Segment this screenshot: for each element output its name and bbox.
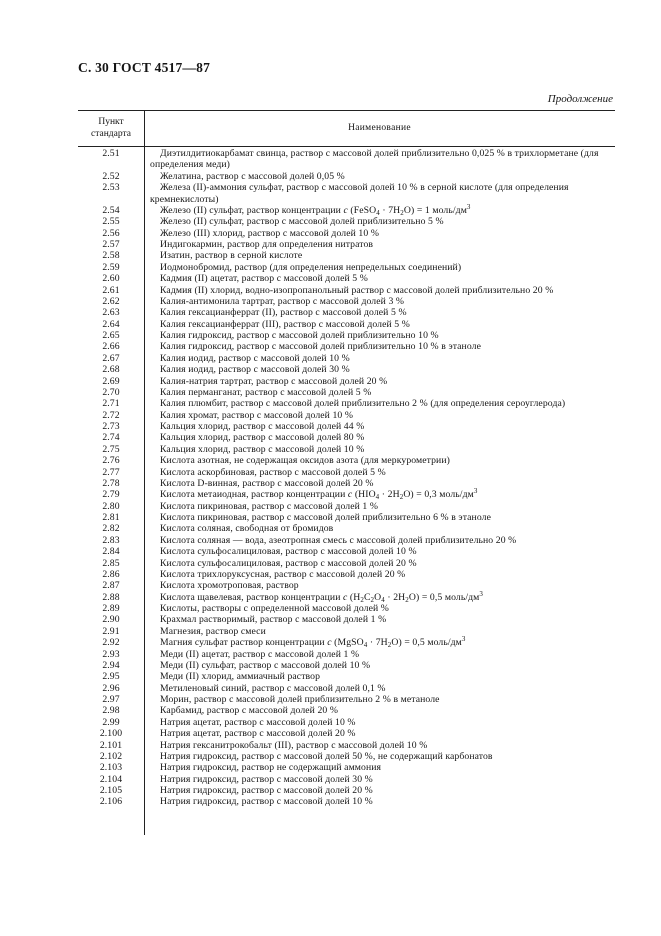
table-row — [78, 694, 615, 705]
item-name: Кислоты, растворы с определенной массовой долей % — [160, 603, 389, 614]
item-number: 2.66 — [102, 341, 120, 353]
item-name: Калия гексацианферрат (III), раствор с массовой долей 5 % — [160, 318, 410, 330]
item-name: Калия гидроксид, раствор с массовой долей приблизительно 10 % — [160, 330, 439, 341]
item-name: Калия плюмбит, раствор с массовой долей приблизительно 2 % (для определения сероуглерода) — [160, 398, 566, 410]
item-name: Натрия ацетат, раствор с массовой долей 10 % — [160, 716, 356, 728]
item-name: Калия гидроксид, раствор с массовой долей приблизительно 10 % в этаноле — [160, 341, 481, 353]
item-number: 2.104 — [99, 773, 123, 785]
table-row — [78, 580, 615, 591]
table-row — [78, 501, 615, 512]
item-name: Меди (II) ацетат, раствор с массовой долей 1 % — [160, 648, 360, 660]
item-name: Железа (II)-аммония сульфат, раствор с массовой долей 10 % в серной кислоте (для определения кремнекислоты) — [150, 182, 569, 205]
table-row — [78, 683, 615, 694]
table-row — [78, 523, 615, 534]
table-row — [78, 589, 615, 604]
table-row — [78, 558, 615, 569]
item-number: 2.81 — [102, 512, 120, 523]
item-number: 2.84 — [102, 546, 120, 558]
table-row — [78, 649, 615, 660]
item-name: Кислота D-винная, раствор с массовой долей 20 % — [160, 477, 374, 489]
item-name: Калия перманганат, раствор с массовой долей 5 % — [160, 386, 372, 398]
item-number: 2.83 — [102, 534, 120, 546]
table-row — [78, 455, 615, 466]
item-name: Кислота трихлоруксусная, раствор с массовой долей 20 % — [160, 568, 406, 580]
item-number: 2.63 — [102, 307, 120, 319]
table-row — [78, 751, 615, 762]
item-name: Натрия гидроксид, раствор не содержащий аммония — [160, 762, 382, 774]
table-row — [78, 637, 615, 648]
item-name: Диэтилдитиокарбамат свинца, раствор с массовой долей приблизительно 0,025 % в трихлорметане (для определения меди) — [150, 148, 599, 171]
table-row — [78, 546, 615, 557]
item-name: Натрия гидроксид, раствор с массовой долей 50 %, не содержащий карбонатов — [160, 750, 493, 762]
table-row — [78, 398, 615, 409]
table-row — [78, 728, 615, 739]
item-name: Кислота хромотроповая, раствор — [160, 580, 299, 592]
column-header-number-label: Пункт стандарта — [91, 117, 131, 139]
item-number: 2.60 — [102, 273, 120, 285]
item-number: 2.53 — [102, 182, 120, 194]
item-name: Натрия гидроксид, раствор с массовой долей 20 % — [160, 785, 373, 796]
item-name: Карбамид, раствор с массовой долей 20 % — [160, 705, 339, 717]
item-name: Натрия гидроксид, раствор с массовой долей 30 % — [160, 773, 373, 785]
item-number: 2.101 — [99, 739, 123, 751]
item-name: Желатина, раствор с массовой долей 0,05 % — [160, 170, 345, 182]
item-number: 2.68 — [102, 364, 120, 376]
table-row — [78, 171, 615, 182]
item-number: 2.87 — [102, 580, 120, 592]
item-number: 2.65 — [102, 330, 120, 341]
item-number: 2.91 — [102, 625, 120, 637]
item-name: Метиленовый синий, раствор с массовой долей 0,1 % — [160, 682, 386, 694]
item-number: 2.61 — [102, 284, 120, 296]
table-row — [78, 307, 615, 318]
table-row — [78, 535, 615, 546]
table-row — [78, 376, 615, 387]
table-row — [78, 444, 615, 455]
item-number: 2.67 — [102, 352, 120, 364]
table-row — [78, 216, 615, 227]
table-row — [78, 569, 615, 580]
table-row — [78, 353, 615, 364]
continuation-label: Продолжение — [547, 93, 613, 105]
page-header: С. 30 ГОСТ 4517—87 — [78, 60, 211, 75]
item-number: 2.58 — [102, 250, 120, 262]
table-row — [78, 410, 615, 421]
table-row — [78, 182, 615, 205]
table-row — [78, 740, 615, 751]
item-number: 2.73 — [102, 421, 120, 432]
item-number: 2.62 — [102, 295, 120, 307]
table-row — [78, 341, 615, 352]
table-row — [78, 387, 615, 398]
table-row — [78, 228, 615, 239]
table-top-rule — [78, 110, 615, 111]
table-row — [78, 717, 615, 728]
item-name: Крахмал растворимый, раствор с массовой долей 1 % — [160, 614, 387, 626]
item-number: 2.98 — [102, 705, 120, 717]
item-name: Кислота азотная, не содержащая оксидов азота (для меркурометрии) — [160, 455, 450, 467]
column-header-number — [78, 116, 144, 140]
table-row — [78, 273, 615, 284]
table-row — [78, 671, 615, 682]
item-number: 2.54 — [102, 204, 120, 216]
table-row — [78, 202, 615, 217]
item-number: 2.56 — [102, 227, 120, 239]
item-number: 2.93 — [102, 648, 120, 660]
item-number: 2.99 — [102, 716, 120, 728]
item-name: Кислота сульфосалициловая, раствор с массовой долей 10 % — [160, 546, 417, 558]
item-number: 2.74 — [102, 432, 120, 444]
item-name: Кадмия (II) хлорид, водно-изопропанольный раствор с массовой долей приблизительно 20 % — [160, 284, 554, 296]
item-name: Изатин, раствор в серной кислоте — [160, 250, 303, 262]
table-row — [78, 705, 615, 716]
item-name: Меди (II) хлорид, аммиачный раствор — [160, 671, 321, 683]
item-name: Кислота пикриновая, раствор с массовой долей 1 % — [160, 500, 379, 512]
item-number: 2.92 — [102, 637, 120, 649]
table-row — [78, 614, 615, 625]
item-name: Магния сульфат раствор концентрации c (MgSO$_4$ · $7H_2O) = 0,5$ моль/$дм^3$ — [160, 635, 466, 650]
item-name: Кадмия (II) ацетат, раствор с массовой долей 5 % — [160, 273, 368, 285]
item-number: 2.102 — [99, 750, 123, 762]
item-number: 2.70 — [102, 386, 120, 398]
table-row — [78, 250, 615, 261]
item-name: Кальция хлорид, раствор с массовой долей 10 % — [160, 443, 365, 455]
table-row — [78, 796, 615, 807]
item-name: Индигокармин, раствор для определения нитратов — [160, 239, 374, 250]
item-number: 2.97 — [102, 694, 120, 705]
item-number: 2.89 — [102, 603, 120, 614]
item-name: Магнезия, раствор смеси — [160, 625, 266, 637]
item-name: Калия иодид, раствор с массовой долей 30 % — [160, 364, 350, 376]
table-row — [78, 512, 615, 523]
table-body — [78, 148, 615, 808]
item-number: 2.103 — [99, 762, 123, 774]
item-number: 2.82 — [102, 523, 120, 535]
table-row — [78, 626, 615, 637]
item-name: Кислота метаиодная, раствор концентрации c $(HIO_4 \cdot 2H_2O) = 0,3$ моль/$дм^3$ — [160, 487, 478, 502]
table-row — [78, 239, 615, 250]
item-number: 2.88 — [102, 591, 120, 603]
item-name: Иодмонобромид, раствор (для определения непредельных соединений) — [160, 261, 462, 273]
item-number: 2.105 — [99, 785, 123, 796]
item-number: 2.79 — [102, 489, 120, 501]
item-number: 2.69 — [102, 375, 120, 387]
table-row — [78, 478, 615, 489]
item-name: Кислота соляная, свободная от бромидов — [160, 523, 334, 535]
table-row — [78, 148, 615, 171]
item-name: Калия иодид, раствор с массовой долей 10 % — [160, 352, 350, 364]
item-number: 2.106 — [99, 796, 123, 808]
item-number: 2.57 — [102, 239, 120, 250]
table-row — [78, 762, 615, 773]
column-header-name: Наименование — [348, 123, 411, 133]
item-name: Кислота щавелевая, раствор концентрации c $(H_2C_2O_4 \cdot 2H_2O) = 0,5$ моль/$дм^3$ — [160, 589, 484, 604]
item-name: Кальция хлорид, раствор с массовой долей 80 % — [160, 432, 365, 444]
item-name: Натрия гексанитрокобальт (III), раствор с массовой долей 10 % — [160, 739, 428, 751]
item-name: Морин, раствор с массовой долей приблизительно 2 % в метаноле — [160, 694, 440, 705]
item-name: Кислота аскорбиновая, раствор с массовой долей 5 % — [160, 466, 386, 478]
item-number: 2.80 — [102, 500, 120, 512]
item-name: Натрия ацетат, раствор с массовой долей 20 % — [160, 728, 356, 740]
item-number: 2.75 — [102, 443, 120, 455]
table-row — [78, 296, 615, 307]
item-name: Железо (II) сульфат, раствор концентрации c (FeSO$_4$ · $7H_2O) = 1$ моль/$дм^3$ — [160, 202, 471, 217]
item-number: 2.100 — [99, 728, 123, 740]
item-number: 2.51 — [102, 148, 120, 159]
item-number: 2.77 — [102, 466, 120, 478]
item-number: 2.90 — [102, 614, 120, 626]
table-row — [78, 489, 615, 500]
item-number: 2.95 — [102, 671, 120, 683]
item-number: 2.96 — [102, 682, 120, 694]
item-name: Кислота соляная — вода, азеотропная смесь с массовой долей приблизительно 20 % — [160, 534, 517, 546]
item-number: 2.55 — [102, 216, 120, 228]
table-row — [78, 421, 615, 432]
table-row — [78, 285, 615, 296]
table-row — [78, 660, 615, 671]
table-row — [78, 785, 615, 796]
item-name: Кислота сульфосалициловая, раствор с массовой долей 20 % — [160, 557, 417, 569]
item-name: Натрия гидроксид, раствор с массовой долей 10 % — [160, 796, 373, 808]
table-header-rule — [78, 146, 615, 147]
item-number: 2.76 — [102, 455, 120, 467]
item-name: Калия-антимонила тартрат, раствор с массовой долей 3 % — [160, 295, 405, 307]
item-name: Калия хромат, раствор с массовой долей 10 % — [160, 409, 354, 421]
item-number: 2.64 — [102, 318, 120, 330]
item-name: Меди (II) сульфат, раствор с массовой долей 10 % — [160, 659, 371, 671]
table-row — [78, 364, 615, 375]
table-row — [78, 262, 615, 273]
item-name: Железо (II) сульфат, раствор с массовой долей приблизительно 5 % — [160, 216, 444, 228]
item-number: 2.85 — [102, 557, 120, 569]
item-name: Кислота пикриновая, раствор с массовой долей приблизительно 6 % в этаноле — [160, 512, 491, 523]
table-row — [78, 319, 615, 330]
item-number: 2.72 — [102, 409, 120, 421]
item-name: Кальция хлорид, раствор с массовой долей 44 % — [160, 421, 365, 432]
table-row — [78, 603, 615, 614]
item-number: 2.59 — [102, 261, 120, 273]
table-row — [78, 330, 615, 341]
item-number: 2.71 — [102, 398, 120, 410]
item-number: 2.52 — [102, 170, 120, 182]
item-name: Калия-натрия тартрат, раствор с массовой долей 20 % — [160, 375, 388, 387]
item-number: 2.94 — [102, 659, 120, 671]
table-row — [78, 467, 615, 478]
table-row — [78, 774, 615, 785]
item-number: 2.78 — [102, 477, 120, 489]
table-row — [78, 432, 615, 443]
item-name: Калия гексацианферрат (II), раствор с массовой долей 5 % — [160, 307, 407, 319]
item-name: Железо (III) хлорид, раствор с массовой долей 10 % — [160, 227, 379, 239]
item-number: 2.86 — [102, 568, 120, 580]
